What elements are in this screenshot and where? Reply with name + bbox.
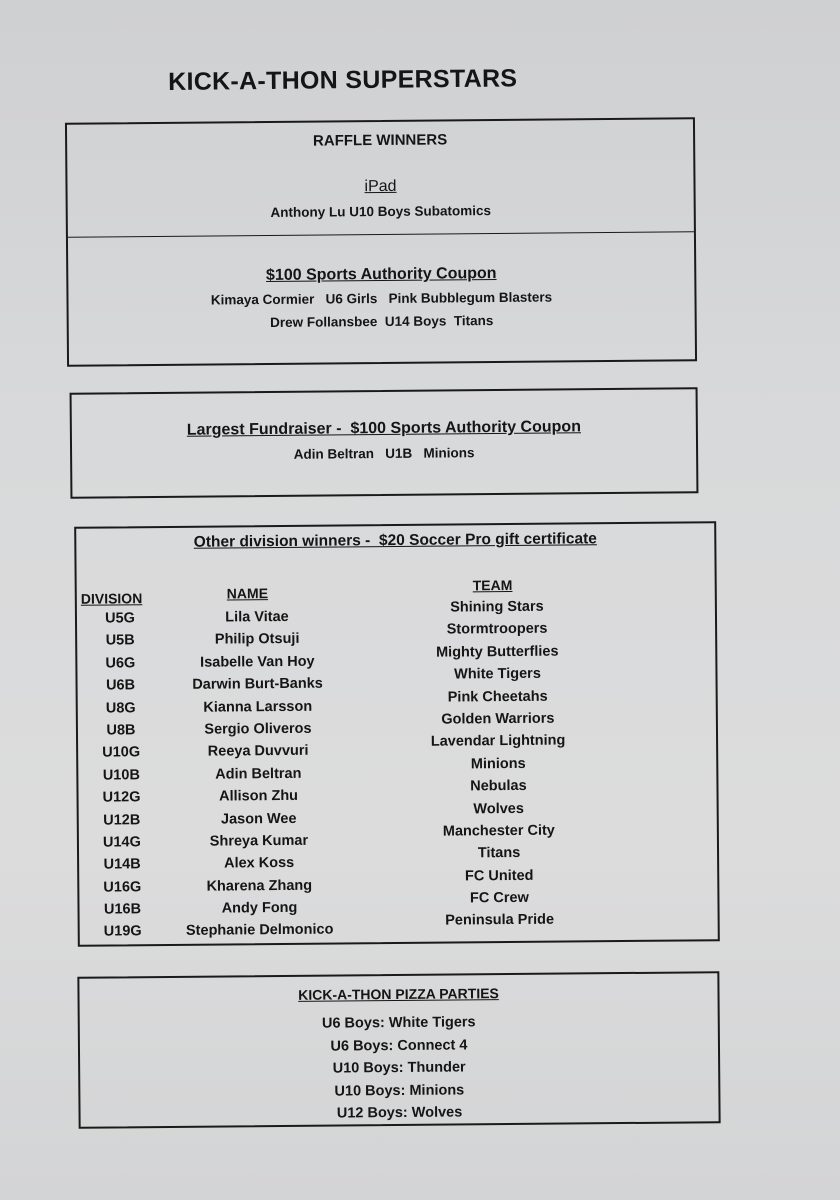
division-cell: U6G — [105, 655, 136, 672]
division-cell: U16B — [103, 901, 142, 918]
pizza-parties-box — [77, 971, 720, 1129]
team-cell: Minions — [470, 755, 526, 773]
division-cell: U8G — [105, 699, 136, 717]
list-item: U12 Boys: Wolves — [336, 1104, 463, 1122]
name-cell: Jason Wee — [220, 810, 297, 828]
ipad-winner: Anthony Lu U10 Boys Subatomics — [270, 203, 492, 220]
team-cell: FC Crew — [469, 889, 529, 907]
largest-fundraiser-box — [70, 387, 699, 498]
division-column-header: DIVISION — [80, 590, 143, 607]
name-cell: Isabelle Van Hoy — [200, 653, 315, 671]
name-cell: Alex Koss — [223, 855, 295, 872]
name-cell: Kianna Larsson — [203, 698, 313, 716]
name-cell: Reeya Duvvuri — [207, 743, 309, 760]
team-column-header: TEAM — [472, 576, 513, 594]
list-item: U10 Boys: Thunder — [332, 1059, 466, 1077]
team-cell: Nebulas — [470, 777, 527, 795]
coupon-winner: Drew Follansbee U14 Boys Titans — [269, 313, 494, 330]
team-cell: Mighty Butterflies — [435, 643, 559, 661]
team-cell: Pink Cheetahs — [447, 688, 548, 706]
fundraiser-winner: Adin Beltran U1B Minions — [293, 445, 475, 462]
name-cell: Allison Zhu — [219, 787, 299, 805]
team-cell: Wolves — [473, 800, 524, 817]
division-cell: U10B — [102, 766, 140, 784]
division-cell: U5B — [105, 632, 135, 649]
list-item: U6 Boys: White Tigers — [321, 1014, 476, 1032]
pizza-heading: KICK-A-THON PIZZA PARTIES — [298, 985, 499, 1003]
team-cell: Peninsula Pride — [445, 912, 555, 930]
division-cell: U14G — [102, 834, 141, 851]
division-cell: U14B — [103, 856, 141, 873]
name-column-header: NAME — [226, 585, 269, 602]
division-cell: U6B — [105, 677, 136, 694]
raffle-heading: RAFFLE WINNERS — [312, 131, 448, 150]
ipad-prize-title: iPad — [364, 177, 397, 196]
division-cell: U12B — [103, 811, 141, 829]
name-cell: Philip Otsuji — [214, 631, 300, 648]
division-cell: U5G — [104, 610, 135, 627]
division-cell: U10G — [102, 744, 141, 761]
name-cell: Kharena Zhang — [206, 877, 313, 895]
coupon-winner: Kimaya Cormier U6 Girls Pink Bubblegum Blasters — [210, 289, 553, 308]
coupon-prize-title: $100 Sports Authority Coupon — [265, 264, 497, 285]
team-cell: FC United — [464, 867, 534, 885]
team-cell: Titans — [477, 845, 521, 862]
list-item: U6 Boys: Connect 4 — [330, 1036, 468, 1055]
name-cell: Shreya Kumar — [209, 832, 309, 850]
page-title: KICK-A-THON SUPERSTARS — [168, 64, 518, 96]
name-cell: Andy Fong — [221, 899, 298, 917]
name-cell: Lila Vitae — [225, 608, 289, 626]
division-cell: U12G — [102, 789, 141, 806]
name-cell: Sergio Oliveros — [204, 720, 312, 738]
name-cell: Darwin Burt-Banks — [192, 675, 323, 693]
division-cell: U8B — [106, 722, 136, 739]
team-cell: Lavendar Lightning — [430, 732, 566, 751]
division-cell: U19G — [103, 923, 142, 941]
raffle-winners-box — [65, 117, 697, 366]
name-cell: Stephanie Delmonico — [185, 922, 334, 940]
division-cell: U16G — [103, 878, 142, 896]
fundraiser-heading: Largest Fundraiser - $100 Sports Authority Coupon — [186, 418, 582, 439]
raffle-divider — [68, 231, 694, 237]
division-winners-box — [74, 521, 720, 947]
team-cell: Shining Stars — [450, 598, 544, 616]
table-row — [80, 912, 718, 947]
team-cell: Stormtroopers — [446, 621, 548, 638]
list-item: U10 Boys: Minions — [334, 1081, 465, 1100]
division-heading: Other division winners - $20 Soccer Pro gift certificate — [193, 530, 597, 551]
pizza-list — [80, 1009, 719, 1127]
team-cell: Golden Warriors — [441, 710, 555, 728]
team-cell: White Tigers — [454, 665, 541, 683]
name-cell: Adin Beltran — [215, 765, 302, 783]
team-cell: Manchester City — [442, 822, 555, 840]
